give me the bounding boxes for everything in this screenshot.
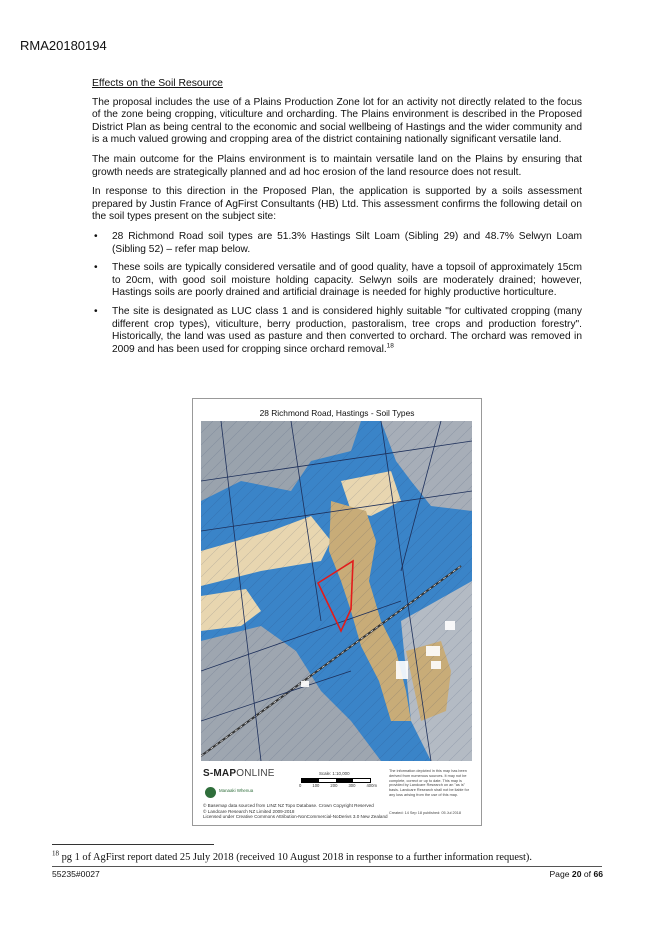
footnote-text: pg 1 of AgFirst report dated 25 July 2018 (received 10 August 2018 in response to a further information request).: [59, 852, 532, 863]
soil-map-figure: [192, 398, 482, 826]
street-pattern: [201, 421, 472, 761]
copyright-line: © Landcare Research NZ Limited 2009-2018: [203, 809, 295, 814]
scale-ticks: 0 100 200 300 400m: [299, 783, 377, 788]
main-content: [92, 78, 582, 362]
section-heading: Effects on the Soil Resource: [92, 78, 223, 89]
footer-document-id: 55235#0027: [52, 869, 100, 879]
map-disclaimer: The information depicted in this map has been derived from numerous sources. It may not be complete, correct or up to date. This map is provided by Landcare Research on an "as is" basis. Landcare Research shall not be liable for any loss arising from the use of this map.: [389, 769, 469, 797]
bullet-icon: •: [94, 305, 98, 317]
footnote: [52, 849, 532, 863]
licence-line: Licensed under Creative Commons Attribution-NonCommercial-NoDerivs 3.0 New Zealand: [203, 814, 388, 819]
footnote-divider: [52, 844, 214, 845]
document-reference: RMA20180194: [20, 38, 107, 53]
list-item: [92, 231, 582, 256]
footnote-marker: 18: [52, 849, 59, 858]
paragraph-1: The proposal includes the use of a Plains Production Zone lot for an activity not directly related to the focus of the zone being cropping, viticulture and orcharding. The Plains environment is described in the Proposed District Plan as being central to the economic and social wellbeing of Hastings and the wider community and is a much valued growing and cropping area of the district containing nationally significant versatile land.: [92, 96, 582, 146]
copyright-line: © Basemap data sourced from LINZ NZ Topo Database. Crown Copyright Reserved: [203, 803, 374, 808]
smap-logo: S-MAPONLINE: [203, 768, 275, 779]
list-item: [92, 306, 582, 356]
list-item-text: 28 Richmond Road soil types are 51.3% Hastings Silt Loam (Sibling 29) and 48.7% Selwyn Loam (Sibling 52) – refer map below.: [112, 230, 582, 255]
footnote-reference[interactable]: 18: [386, 342, 394, 350]
organisation-name: Manaaki Whenua: [219, 788, 254, 793]
map-legend: [201, 769, 473, 819]
bullet-icon: •: [94, 230, 98, 242]
list-item-text: The site is designated as LUC class 1 and is considered highly suitable "for cultivated cropping (many different crop types), viticulture, berry production, pastoralism, tree crops and production forestry". Historically, the land was used as pasture and then converted to orchard. The orchard was removed in 2009 and has been used for cropping since orchard removal.: [112, 305, 582, 355]
footer-divider: [52, 866, 602, 867]
paragraph-2: The main outcome for the Plains environment is to maintain versatile land on the Plains by ensuring that growth needs are strategically planned and ad hoc erosion of the land resource does not result.: [92, 153, 582, 178]
manaaki-whenua-logo-icon: [205, 787, 216, 798]
soil-details-list: [92, 231, 582, 356]
list-item-text: These soils are typically considered versatile and of good quality, have a topsoil of approximately 15cm to 20cm, with good soil moisture holding capacity. Selwyn soils are moderately drained; however, Hastings soils are poorly drained and artificial drainage is needed for highly productive horticulture.: [112, 262, 582, 299]
bullet-icon: •: [94, 262, 98, 274]
soil-map: [201, 421, 472, 761]
map-title: 28 Richmond Road, Hastings - Soil Types: [259, 408, 415, 418]
paragraph-3: In response to this direction in the Proposed Plan, the application is supported by a soils assessment prepared by Justin France of AgFirst Consultants (HB) Ltd. This assessment confirms the following detail on the soil types present on the subject site:: [92, 186, 582, 223]
map-created-date: Created: 14 Sep 18 published: 05 Jul 2018: [389, 811, 461, 815]
list-item: [92, 262, 582, 300]
scale-label: Scale: 1:10,000: [319, 771, 350, 776]
page-number: Page 20 of 66: [549, 869, 603, 879]
